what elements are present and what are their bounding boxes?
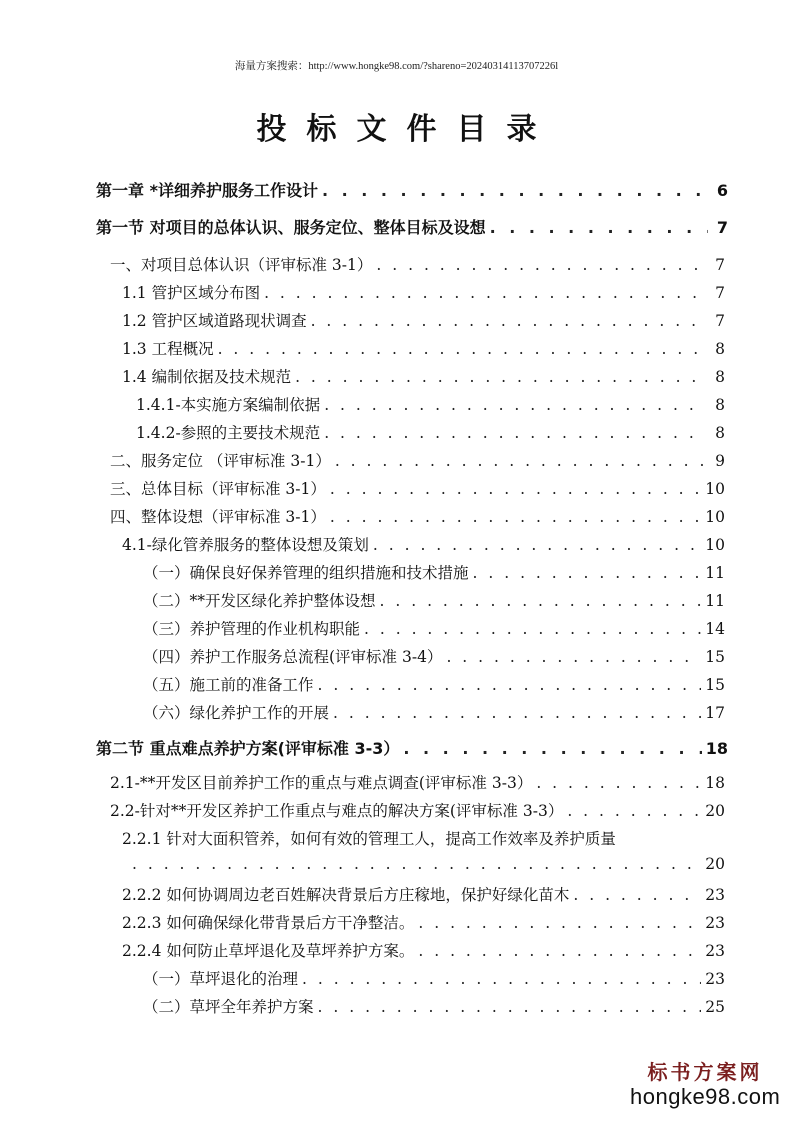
toc-leader-dots <box>333 704 701 722</box>
toc-entry[interactable] <box>96 178 728 206</box>
toc-entry-text: 1.1 管护区域分布图 <box>122 284 261 302</box>
toc-entry[interactable] <box>96 215 728 243</box>
toc-entry[interactable] <box>110 771 725 799</box>
header-search-url: 海量方案搜索：http://www.hongke98.com/?shareno=20240314113707226l <box>234 61 559 72</box>
toc-entry[interactable] <box>143 701 725 729</box>
toc-leader-dots <box>418 942 701 960</box>
toc-leader-dots <box>446 648 701 666</box>
toc-entry[interactable] <box>122 939 725 967</box>
toc-leader-dots <box>376 256 705 274</box>
toc-entry-page: 8 <box>715 396 725 414</box>
toc-leader-dots <box>330 508 701 526</box>
toc-entry[interactable] <box>122 365 725 393</box>
toc-entry-page: 18 <box>705 739 728 758</box>
toc-entry-page: 23 <box>705 970 725 988</box>
toc-entry[interactable] <box>143 645 725 673</box>
toc-entry-text: （四）养护工作服务总流程(评审标准 3-4） <box>143 648 443 666</box>
watermark-line-1: 标书方案网 <box>647 1060 763 1084</box>
toc-entry-text: （三）养护管理的作业机构职能 <box>143 620 361 638</box>
toc-entry-text: 1.4.2-参照的主要技术规范 <box>136 424 321 442</box>
toc-entry-text: 第一节 对项目的总体认识、服务定位、整体目标及设想 <box>96 218 486 237</box>
toc-entry-page: 15 <box>705 676 725 694</box>
toc-leader-dots <box>473 564 702 582</box>
toc-entry-text: （五）施工前的准备工作 <box>143 676 314 694</box>
toc-entry-page: 14 <box>705 620 725 638</box>
toc-entry-page: 23 <box>705 942 725 960</box>
toc-entry-text: 2.1-**开发区目前养护工作的重点与难点调查(评审标准 3-3） <box>110 774 533 792</box>
toc-entry-page: 7 <box>715 256 725 274</box>
toc-leader-dots <box>380 592 702 610</box>
toc-leader-dots <box>567 802 701 820</box>
toc-entry[interactable] <box>122 827 725 883</box>
toc-entry-page: 11 <box>705 564 725 582</box>
toc-entry-text: 2.2.4 如何防止草坪退化及草坪养护方案。 <box>122 942 415 960</box>
toc-entry[interactable] <box>143 995 725 1023</box>
site-watermark-logo <box>630 1060 780 1110</box>
toc-leader-dots <box>324 424 705 442</box>
toc-entry[interactable] <box>110 253 725 281</box>
toc-entry-text: （一）草坪退化的治理 <box>143 970 299 988</box>
toc-entry[interactable] <box>96 736 728 764</box>
toc-entry-page: 6 <box>716 181 728 200</box>
toc-entry-page: 18 <box>705 774 725 792</box>
toc-entry-page: 23 <box>705 914 725 932</box>
toc-entry-text: 第一章 *详细养护服务工作设计 <box>96 181 318 200</box>
toc-entry-text: 第二节 重点难点养护方案(评审标准 3-3） <box>96 739 400 758</box>
toc-entry[interactable] <box>143 617 725 645</box>
toc-leader-dots <box>330 480 701 498</box>
toc-entry-text: 1.4 编制依据及技术规范 <box>122 368 292 386</box>
toc-entry-text: （一）确保良好保养管理的组织措施和技术措施 <box>143 564 469 582</box>
toc-entry-page: 11 <box>705 592 725 610</box>
toc-entry-text: 三、总体目标（评审标准 3-1） <box>110 480 326 498</box>
toc-entry[interactable] <box>143 561 725 589</box>
toc-entry[interactable] <box>122 309 725 337</box>
toc-entry-page: 7 <box>715 284 725 302</box>
toc-entry-page: 8 <box>715 368 725 386</box>
toc-leader-dots <box>403 739 701 758</box>
toc-entry[interactable] <box>143 967 725 995</box>
toc-leader-dots <box>218 340 705 358</box>
toc-leader-dots <box>302 970 701 988</box>
toc-entry-page: 20 <box>705 802 725 820</box>
toc-leader-dots <box>335 452 705 470</box>
toc-leader-dots <box>418 914 701 932</box>
toc-leader-dots <box>295 368 705 386</box>
toc-entry-text: 四、整体设想（评审标准 3-1） <box>110 508 326 526</box>
toc-entry-text: （二）草坪全年养护方案 <box>143 998 314 1016</box>
toc-leader-dots <box>373 536 701 554</box>
toc-entry-page: 20 <box>705 855 725 873</box>
toc-leader-dots <box>573 886 701 904</box>
toc-entry-text: 1.3 工程概况 <box>122 340 214 358</box>
toc-entry-text: （二）**开发区绿化养护整体设想 <box>143 592 376 610</box>
toc-leader-dots <box>364 620 701 638</box>
toc-entry[interactable] <box>110 477 725 505</box>
toc-entry[interactable] <box>110 799 725 827</box>
toc-entry-page: 7 <box>715 312 725 330</box>
watermark-line-2: hongke98.com <box>630 1084 781 1109</box>
toc-entry-page: 15 <box>705 648 725 666</box>
toc-entry[interactable] <box>122 883 725 911</box>
toc-entry-text: 2.2.1 针对大面积管养，如何有效的管理工人，提高工作效率及养护质量 <box>122 830 616 848</box>
toc-entry[interactable] <box>136 393 725 421</box>
toc-entry-page: 8 <box>715 424 725 442</box>
toc-entry-text: 4.1-绿化管养服务的整体设想及策划 <box>122 536 369 554</box>
toc-entry-page: 10 <box>705 480 725 498</box>
toc-entry[interactable] <box>122 533 725 561</box>
toc-entry-page: 23 <box>705 886 725 904</box>
toc-entry[interactable] <box>122 281 725 309</box>
page-title: 投标文件目录 <box>256 112 557 147</box>
toc-leader-dots <box>322 181 708 200</box>
toc-entry-page: 25 <box>705 998 725 1016</box>
toc-entry-text: 1.2 管护区域道路现状调查 <box>122 312 307 330</box>
toc-leader-dots <box>311 312 705 330</box>
toc-entry[interactable] <box>136 421 725 449</box>
toc-leader-dots <box>264 284 705 302</box>
toc-entry[interactable] <box>110 505 725 533</box>
toc-leader-dots <box>318 676 702 694</box>
toc-leader-dots <box>132 855 701 873</box>
toc-entry-text: 2.2.2 如何协调周边老百姓解决背景后方庄稼地，保护好绿化苗木 <box>122 886 570 904</box>
toc-entry-text: 一、对项目总体认识（评审标准 3-1） <box>110 256 373 274</box>
toc-leader-dots <box>490 218 708 237</box>
toc-leader-dots <box>318 998 702 1016</box>
toc-entry-page: 17 <box>705 704 725 722</box>
toc-entry-page: 10 <box>705 536 725 554</box>
toc-entry[interactable] <box>110 449 725 477</box>
toc-leader-dots <box>536 774 701 792</box>
toc-entry-page: 7 <box>716 218 728 237</box>
toc-entry-text: 2.2-针对**开发区养护工作重点与难点的解决方案(评审标准 3-3） <box>110 802 564 820</box>
toc-entry-text: 1.4.1-本实施方案编制依据 <box>136 396 321 414</box>
toc-entry[interactable] <box>122 337 725 365</box>
toc-entry-page: 10 <box>705 508 725 526</box>
toc-entry[interactable] <box>143 589 725 617</box>
toc-entry-text: 二、服务定位 （评审标准 3-1） <box>110 452 331 470</box>
toc-entry-text: 2.2.3 如何确保绿化带背景后方干净整洁。 <box>122 914 415 932</box>
toc-entry-text: （六）绿化养护工作的开展 <box>143 704 330 722</box>
toc-entry-page: 9 <box>715 452 725 470</box>
toc-entry-page: 8 <box>715 340 725 358</box>
toc-entry[interactable] <box>143 673 725 701</box>
toc-entry[interactable] <box>122 911 725 939</box>
toc-leader-dots <box>324 396 705 414</box>
